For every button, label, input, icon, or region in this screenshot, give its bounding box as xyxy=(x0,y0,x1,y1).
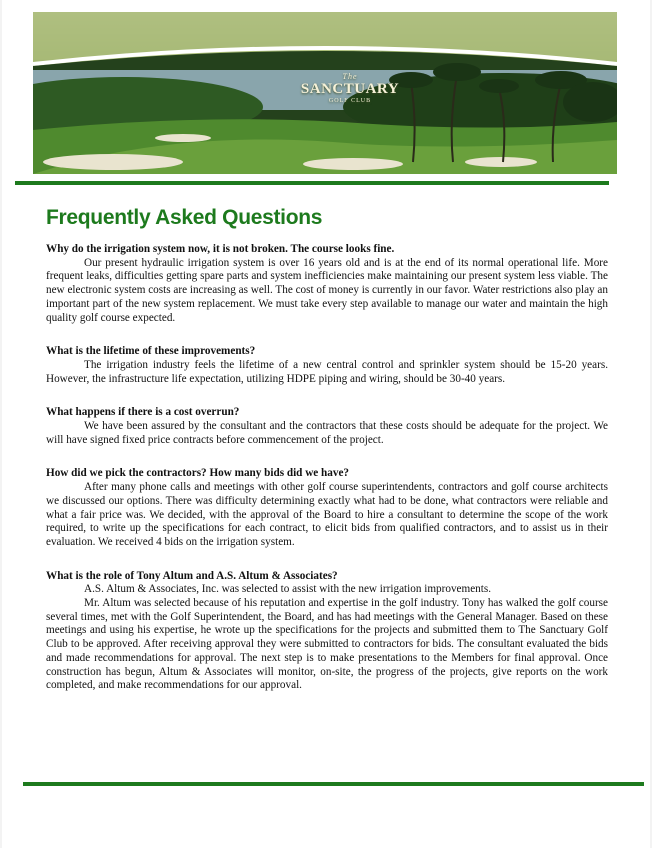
faq-item xyxy=(46,345,608,386)
faq-answer: The irrigation industry feels the lifetime of a new central control and sprinkler system should be 15-20 years. However, the infrastructure life expectation, utilizing HDPE piping and wiring, should be 30-40 years. xyxy=(46,358,608,385)
logo-name: SANCTUARY xyxy=(300,81,400,97)
faq-list xyxy=(46,243,608,713)
logo-subtitle: GOLF CLUB xyxy=(328,98,372,104)
document-page xyxy=(2,0,650,848)
bottom-divider xyxy=(23,782,644,786)
faq-answer: We have been assured by the consultant and the contractors that these costs should be adequate for the project. We will have signed fixed price contracts before commencement of the project. xyxy=(46,420,608,446)
faq-item xyxy=(46,570,608,693)
faq-answer: Mr. Altum was selected because of his reputation and expertise in the golf industry. Tony has walked the golf course several times, met with the Golf Superintendent, the Board, and has had meetings with the General Manager. Based on these meetings and using his expertise, he wrote up the specifications for the projects and submitted them to The Sanctuary Golf Club to be approved. After receiving approval they were submitted to contractors for bids. The consultant evaluated the bids and made recommendations for approval. The next step is to make presentations to the Members for final approval. Once construction has begun, Altum & Associates will monitor, on-site, the progress of the projects, give reports on the work completed, and make recommendations for our approval. xyxy=(46,597,608,692)
faq-answer: After many phone calls and meetings with other golf course superintendents, contractors and golf course architects we discussed our options. There was difficulty determining exactly what had to be done, what contractors were reliable and what a fair price was. We decided, with the approval of the Board to hire a consultant to determine the scope of the work required, to write up the specifications for each contract, to elicit bids from qualified contractors, and to assist us in their evaluation. We received 4 bids on the irrigation system. xyxy=(46,481,608,548)
faq-question: What happens if there is a cost overrun? xyxy=(46,406,240,419)
faq-item xyxy=(46,243,608,325)
faq-answer: A.S. Altum & Associates, Inc. was selected to assist with the new irrigation improvements. xyxy=(84,583,492,596)
faq-item xyxy=(46,467,608,549)
faq-question: What is the role of Tony Altum and A.S. Altum & Associates? xyxy=(46,569,338,582)
faq-item xyxy=(46,406,608,447)
faq-question: What is the lifetime of these improvements? xyxy=(46,345,256,358)
faq-question: Why do the irrigation system now, it is not broken. The course looks fine. xyxy=(46,243,395,255)
logo-article: The xyxy=(342,72,358,81)
header-banner-image xyxy=(33,12,617,174)
page-title: Frequently Asked Questions xyxy=(46,206,323,229)
faq-question: How did we pick the contractors? How many bids did we have? xyxy=(46,467,350,480)
sanctuary-logo xyxy=(295,72,405,104)
top-divider xyxy=(15,181,609,185)
faq-answer: Our present hydraulic irrigation system is over 16 years old and is at the end of its normal operational life. More frequent leaks, difficulties getting spare parts and system inefficiencies make maintaining our present system less viable. The new electronic system costs are increasing as well. The cost of money is currently in our favor. Water restrictions also play an important part of the new system replacement. We must take every step available to manage our water and maintain the high quality golf course expected. xyxy=(46,256,608,324)
